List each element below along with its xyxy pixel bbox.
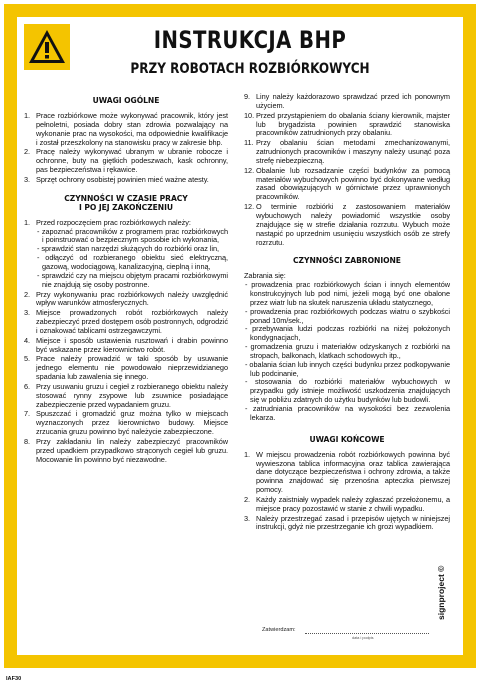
signature-hint: data i podpis xyxy=(352,636,374,640)
brand-logo: signproject © xyxy=(436,565,446,620)
item-number: 3. xyxy=(24,308,31,318)
list-item xyxy=(24,337,228,355)
item-number: 1. xyxy=(24,111,31,120)
sub-item: - sprawdzić stan narzędzi służących do rozbiórki oraz lin, xyxy=(37,244,219,254)
item-text: Sprzęt ochrony osobistej powinien mieć ważne atesty. xyxy=(36,174,209,184)
sub-item: - zapoznać pracowników z programem prac rozbiórkowych i poinstruować o bezpiecznym sposobie ich wykonania, xyxy=(37,226,228,245)
list-item: - przebywania ludzi podczas rozbiórki na niżej położonych kondygnacjach, xyxy=(245,324,450,343)
item-number: 9. xyxy=(244,92,251,101)
item-text: Miejsce prowadzonych robót rozbiórkowych należy zabezpieczyć przed dostępem osób postronnych, odgrodzić i oznakować tablicami ostrzegawczymi. xyxy=(36,308,228,335)
list-item xyxy=(244,203,450,247)
during-list-continued xyxy=(244,93,450,247)
list-item: - stosowania do rozbiórki materiałów wybuchowych w przypadku gdy istnieje możliwość uszkodzenia znajdujących się w pobliżu zdatnych do użytku budynków lub budowli. xyxy=(245,377,450,405)
product-code: IAF30 xyxy=(6,676,22,682)
list-item xyxy=(24,148,228,175)
list-item xyxy=(24,383,228,410)
list-item: - prowadzenia prac rozbiórkowych ścian i innych elementów konstrukcyjnych lub pod nimi, jeżeli mogą być one obalone przez wiatr lub na skutek naruszenia układu statycznego, xyxy=(245,280,450,307)
brand-name: signproject xyxy=(436,574,446,620)
list-item xyxy=(244,112,450,139)
item-number: 2. xyxy=(244,494,251,504)
item-number: 12. xyxy=(244,202,255,212)
list-item xyxy=(244,515,450,533)
item-number: 11. xyxy=(244,138,254,148)
list-item xyxy=(24,309,228,336)
list-item: - obalania ścian lub innych części budynku przez podkopywanie lub podcinanie, xyxy=(245,359,450,378)
list-item xyxy=(24,219,228,290)
item-text: Spuszczać i gromadzić gruz można tylko w miejscach wyznaczonych przez kierownictwo budowy. Miejsce zrzucania gruzu powinno być należycie zabezpieczone. xyxy=(36,409,228,437)
section-heading-general: UWAGI OGÓLNE xyxy=(92,96,160,105)
list-item xyxy=(244,93,450,111)
approval-label: Zatwierdzam: xyxy=(262,627,296,633)
list-item xyxy=(244,451,450,495)
prohibited-list xyxy=(244,281,450,423)
item-text: Przy obalaniu ścian metodami zmechanizowanymi, zatrudnionych pracowników i maszyny należy usunąć poza strefę niebezpieczną. xyxy=(256,138,450,165)
general-list xyxy=(24,112,228,185)
item-number: 3. xyxy=(24,174,31,184)
prohibited-intro: Zabrania się: xyxy=(244,271,286,281)
item-text: Przy usuwaniu gruzu i cegieł z rozbieranego obiektu należy stosować rynny zsypowe lub zsuwnice posiadające zabezpieczenie przed wypadaniem gruzu. xyxy=(36,381,228,409)
item-number: 6. xyxy=(24,381,31,391)
item-text: Przed rozpoczęciem prac rozbiórkowych należy: xyxy=(36,217,191,227)
item-text: Liny należy każdorazowo sprawdzać przed ich ponownym użyciem. xyxy=(256,92,450,110)
item-text: Miejsce i sposób ustawienia rusztowań i drabin powinno być wskazane przez kierownictwo robót. xyxy=(36,335,228,354)
page-subtitle: PRZY ROBOTACH ROZBIÓRKOWYCH xyxy=(130,61,370,77)
item-number: 1. xyxy=(24,217,31,227)
item-text: O terminie rozbiórki z zastosowaniem materiałów wybuchowych należy powiadomić wszystkie osoby znajdujące się w strefie działania rozrzutu. Wybuch może nastąpić po uprzednim usunięciu wszystkich osób ze strefy rozrzutu. xyxy=(256,202,450,247)
during-list xyxy=(24,219,228,465)
list-item xyxy=(244,496,450,514)
sub-item: - sprawdzić czy na miejscu objętym pracami rozbiórkowymi nie znajdują się osoby postronne. xyxy=(37,270,228,289)
left-column xyxy=(24,96,228,466)
item-number: 12. xyxy=(244,165,255,175)
item-text: Prace należy prowadzić w taki sposób by usuwanie jednego elementu nie powodowało nieprzewidzianego spadania lub zawalenia się innego. xyxy=(36,354,228,382)
section-heading-during xyxy=(24,194,228,212)
item-number: 2. xyxy=(24,289,31,299)
item-text: Prace rozbiórkowe może wykonywać pracownik, który jest pełnoletni, posiada dobry stan zdrowia pozwalający na wykonanie prac na wysokości, ma odpowiednie kwalifikacje i został przeszkolony na stanowisku pracy w zakresie bhp. xyxy=(36,111,228,147)
item-text: Przed przystąpieniem do obalania ściany kierownik, majster lub brygadzista powinien sprawdzić stanowiska pracowników zatrudnionych przy obalaniu. xyxy=(256,110,450,138)
list-item: - prowadzenia prac rozbiórkowych podczas wiatru o szybkości ponad 10m/sek., xyxy=(245,306,450,325)
item-number: 5. xyxy=(24,354,31,364)
list-item xyxy=(24,176,228,185)
item-number: 4. xyxy=(24,335,31,345)
item-number: 3. xyxy=(244,513,251,523)
list-item xyxy=(24,355,228,382)
item-number: 10. xyxy=(244,110,255,120)
signature-line xyxy=(305,633,429,634)
item-text: W miejscu prowadzenia robót rozbiórkowych powinna być wywieszona tablica informacyjna oraz tablica zawierająca dane dotyczące bezpieczeństwa i ochrony zdrowia, a także powinna znajdować się przenośna apteczka pierwszej pomocy. xyxy=(256,449,450,495)
item-text: Obalanie lub rozsadzanie części budynków za pomocą materiałów wybuchowych powinno być dokonywane według zasad obowiązujących w górnictwie przez uprawnionych pracowników. xyxy=(256,165,450,202)
list-item: - zatrudniania pracowników na wysokości bez zezwolenia lekarza. xyxy=(245,404,450,422)
list-item xyxy=(244,139,450,166)
item-number: 7. xyxy=(24,409,31,419)
item-number: 8. xyxy=(24,437,31,446)
page-title: INSTRUKCJA BHP xyxy=(153,26,347,54)
item-text: Każdy zaistniały wypadek należy zgłaszać przełożonemu, a miejsce pracy pozostawić w stanie z chwili wypadku. xyxy=(256,494,450,513)
item-text: Przy zakładaniu lin należy zabezpieczyć pracowników przed upadkiem przypadkowo strąconych cegieł lub gruzu. Mocowanie lin powinno być niezawodne. xyxy=(36,437,228,464)
heading-line: I PO JEJ ZAKOŃCZENIU xyxy=(79,202,173,212)
list-item xyxy=(24,112,228,147)
section-heading-final: UWAGI KOŃCOWE xyxy=(309,434,385,444)
list-item: - gromadzenia gruzu i materiałów odzyskanych z rozbiórki na stropach, balkonach, klatkach schodowych itp., xyxy=(245,342,450,360)
sub-item: - odłączyć od rozbieranego obiektu sieć elektryczną, gazową, wodociągową, kanalizacyjną, cieplną i inną, xyxy=(37,253,228,271)
heading-line: CZYNNOŚCI W CZASIE PRACY xyxy=(64,193,188,203)
item-text: Pracę należy wykonywać ubranym w ubranie robocze i ochronne, buty na giętkich podeszwach, kask ochronny, pas bezpieczeństwa i rękawice. xyxy=(36,147,228,175)
list-item xyxy=(24,410,228,437)
list-item xyxy=(244,167,450,202)
item-number: 1. xyxy=(244,449,251,459)
item-number: 2. xyxy=(24,147,31,157)
sub-list xyxy=(36,228,228,290)
warning-triangle-icon xyxy=(24,24,70,70)
list-item xyxy=(24,291,228,309)
right-column xyxy=(244,93,450,533)
final-list xyxy=(244,451,450,533)
item-text: Należy przestrzegać zasad i przepisów ujętych w niniejszej instrukcji, gdyż nie przestrzeganie ich grozi wypadkiem. xyxy=(256,513,450,532)
section-heading-prohibited: CZYNNOŚCI ZABRONIONE xyxy=(293,256,401,266)
item-text: Przy wykonywaniu prac rozbiórkowych należy uwzględnić wpływ warunków atmosferycznych. xyxy=(36,289,228,308)
list-item xyxy=(24,438,228,465)
